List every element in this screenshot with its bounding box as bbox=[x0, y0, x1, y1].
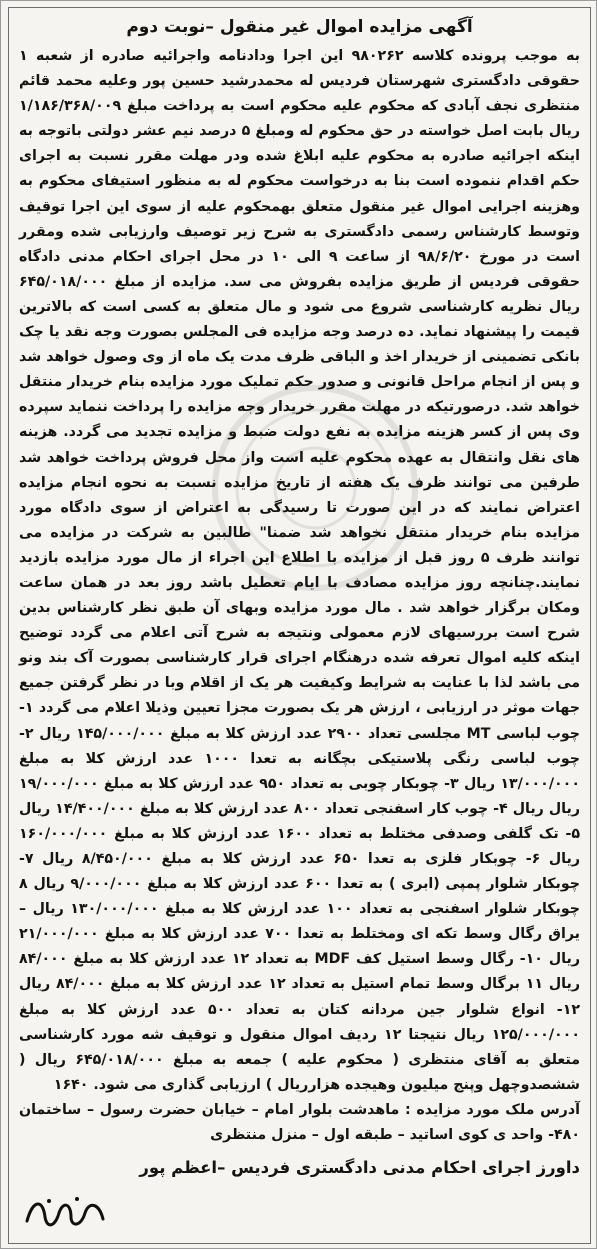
property-address: آدرس ملک مورد مزایده : ماهدشت بلوار امام – خیابان حضرت رسول – ساختمان ۴۸۰- واحد ی کوی اساتید – طبقه اول – منزل منتظری bbox=[19, 1101, 580, 1144]
auction-notice bbox=[8, 7, 591, 1244]
notice-title: آگهی مزایده اموال غیر منقول –نوبت دوم bbox=[126, 17, 473, 37]
handwritten-signature bbox=[19, 1191, 111, 1235]
notice-body bbox=[19, 44, 580, 1148]
notice-paragraph: به موجب پرونده کلاسه ۹۸۰۲۶۲ این اجرا ودادنامه واجرائیه صادره از شعبه ۱ حقوقی دادگستری شهرستان فردیس له محمدرشید حسین پور وعلیه محمد قائم منتظری نجف آبادی که محکوم علیه محکوم است به پرداخت مبلغ ۱/۱۸۶/۳۶۸/۰۰۹ ریال بابت اصل خواسته در حق محکوم له ومبلغ ۵ درصد نیم عشر دولتی باتوجه به اینکه اجرائیه صادره به محکوم علیه ابلاغ شده ودر مهلت مقرر نسبت به اجرای حکم اقدام ننموده است بنا به درخواست محکوم له به منظور استیفای محکوم به وهزینه اجرایی اموال غیر منقول متعلق بهمحکوم علیه از سوی این اجرا توقیف وتوسط کارشناس رسمی دادگستری به شرح زیر توصیف وارزیابی شده ومقرر است در مورخ ۹۸/۶/۲۰ از ساعت ۹ الی ۱۰ در محل اجرای احکام مدنی دادگاه حقوقی فردیس از طریق مزایده بفروش می سد. مزایده از مبلغ ۶۴۵/۰۱۸/۰۰۰ ریال نظریه کارشناسی شروع می شود و مال متعلق به کسی است که بالاترین قیمت را پیشنهاد نماید. ده درصد وجه مزایده فی المجلس بصورت وجه نقد یا چک بانکی تضمینی از خریدار اخذ و الباقی ظرف مدت یک ماه از وی وصول خواهد شد و پس از انجام مراحل قانونی و صدور حکم تملیک مورد مزایده بنام خریدار منتقل خواهد شد. درصورتیکه در مهلت مقرر خریدار وجه مزایده را پرداخت ننماید سپرده وی پس از کسر هزینه مزایده به نفع دولت ضبط و مزایده تجدید می گردد. هزینه های نقل وانتقال به عهده محکوم علیه است واز محل فروش پرداخت خواهد شد طرفین می توانند ظرف یک هفته از تاریخ مزایده نسبت به نحوه انجام مزایده اعتراض نمایند که در این صورت تا رسیدگی به اعتراض از سوی دادگاه مورد مزایده بنام خریدار منتقل نخواهد شد ضمنا" طالبین به شرکت در مزایده می توانند ظرف ۵ روز قبل از مزایده با اطلاع این اجراء از مال مورد مزایده بازدید نمایند.چنانچه روز مزایده مصادف با ایام تعطیل باشد روز بعد در همان ساعت ومکان برگزار خواهد شد . مال مورد مزایده وبهای آن طبق نظر کارشناس بدین شرح است بررسیهای لازم معمولی ونتیجه به شرح آتی اعلام می گردد توضیح اینکه کلیه اموال تعرفه شده درهنگام اجرای قرار کارشناسی بصورت آک بند ونو می باشد لذا با عنایت به شرایط وکیفیت هر یک از اقلام وبا در نظر گرفتن جمیع جهات موثر در ارزیابی ، ارزش هر یک بصورت مجزا تعیین وذیلا اعلام می گردد ۱- چوب لباسی MT مجلسی تعداد ۲۹۰۰ عدد ارزش کلا به مبلغ ۱۴۵/۰۰۰/۰۰۰ ریال ۲- چوب لباسی رنگی پلاستیکی بچگانه به تعدا ۱۰۰۰ عدد ارزش کلا به مبلغ ۱۳/۰۰۰/۰۰۰ ریال ۳- چوبکار چوبی به تعداد ۹۵۰ عدد ارزش کلا به مبلغ ۱۹/۰۰۰/۰۰۰ ریال ریال ۴- چوب کار اسفنجی تعداد ۸۰۰ عدد ارزش کلا به مبلغ ۱۴/۴۰۰/۰۰۰ ریال ۵- تک گلفی وصدفی مختلط به تعداد ۱۶۰۰ عدد ارزش کلا به مبلغ ۱۶۰/۰۰۰/۰۰۰ ریال ۶- چوبکار فلزی به تعدا ۶۵۰ عدد ارزش کلا به مبلغ ۸/۴۵۰/۰۰۰ ریال ۷- چوبکار شلوار پمپی (ابری ) به تعدا ۶۰۰ عدد ارزش کلا به مبلغ ۹/۰۰۰/۰۰۰ ریال ۸ چوبکار شلوار اسفنجی به تعداد ۱۰۰ عدد ارزش کلا به مبلغ ۱۳۰/۰۰۰/۰۰۰ ریال – یراق رگال وسط تکه ای ومختلط به تعدا ۷۰۰ عدد ارزش کلا به مبلغ ۲۱/۰۰۰/۰۰۰ ریال ۱۰- رگال وسط استیل کف MDF به تعداد ۱۲ عدد ارزش کلا به مبلغ ۸۴/۰۰۰ ریال ۱۱ برگال وسط تمام استیل به تعداد ۱۲ عدد ارزش کلا به مبلغ ۸۴/۰۰۰ ریال ۱۲- انواع شلوار جین مردانه کتان به تعداد ۵۰۰ عدد ارزش کلا به مبلغ ۱۲۵/۰۰۰/۰۰۰ ریال نتیجتا ۱۲ ردیف اموال منقول و توقیف شه مورد کارشناسی متعلق به آقای منتظری ( محکوم علیه ) جمعه به مبلغ ۶۴۵/۰۱۸/۰۰۰ ریال ( ششصدوچهل وپنج میلیون وهیجده هزارریال ) ارزیابی گذاری می شود. ۱۶۴۰ bbox=[19, 48, 581, 1093]
signature-line: داورز اجرای احکام مدنی دادگستری فردیس –اعظم پور bbox=[139, 1158, 580, 1178]
